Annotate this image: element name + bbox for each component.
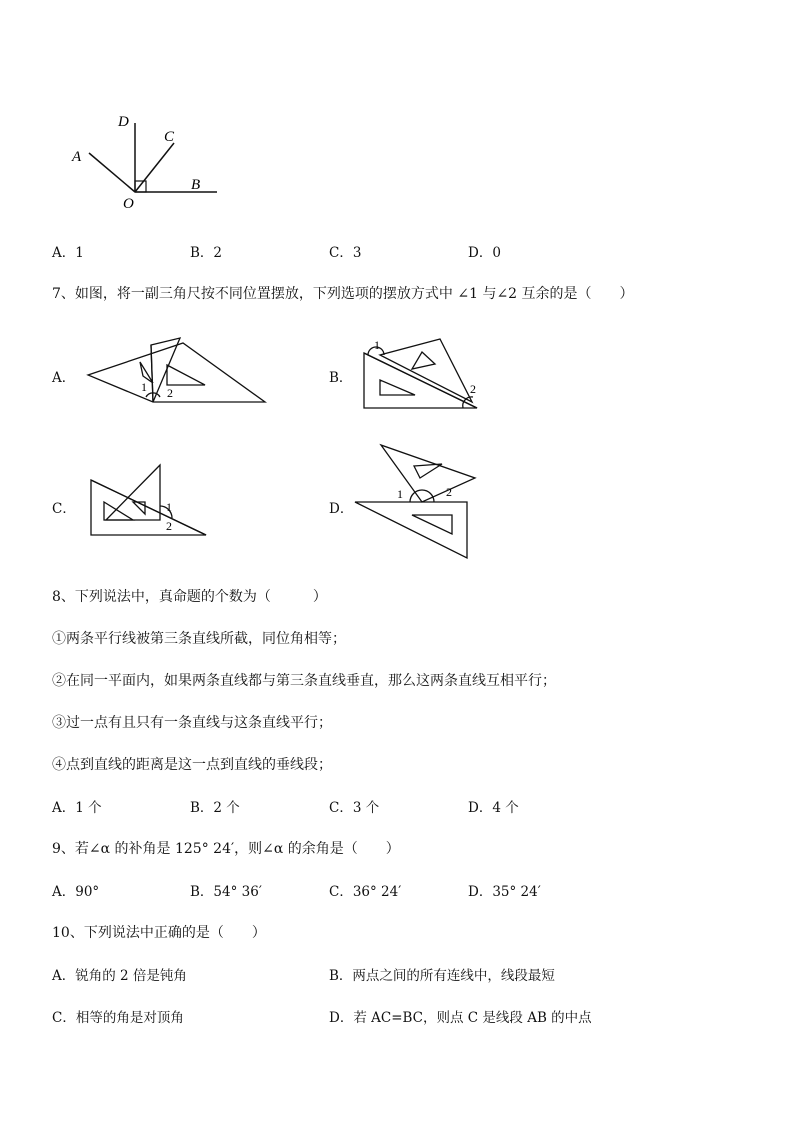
q7-figure-d <box>350 438 485 563</box>
q7a-angle-1: 1 <box>141 380 147 394</box>
q8-option-b[interactable]: B．2 个 <box>190 800 240 816</box>
q9-stem: 9、若∠α 的补角是 125° 24′，则∠α 的余角是（ ） <box>52 841 400 857</box>
q10-option-b[interactable]: B．两点之间的所有连线中，线段最短 <box>329 968 555 984</box>
label-a: A <box>72 149 82 165</box>
q7-option-c-label[interactable]: C． <box>52 501 76 517</box>
q6-option-b[interactable]: B．2 <box>190 245 223 261</box>
q10-stem: 10、下列说法中正确的是（ ） <box>52 925 266 941</box>
q7-figure-a <box>85 335 275 410</box>
q8-option-c[interactable]: C．3 个 <box>329 800 380 816</box>
q8-statement-2: ②在同一平面内，如果两条直线都与第三条直线垂直，那么这两条直线互相平行； <box>52 673 556 689</box>
q7c-angle-2: 2 <box>166 519 172 533</box>
q6-option-c[interactable]: C．3 <box>329 245 362 261</box>
q6-option-a[interactable]: A．1 <box>52 245 84 261</box>
q7-figure-b <box>360 335 485 415</box>
q9-option-b[interactable]: B．54° 36′ <box>190 884 262 900</box>
q9-option-c[interactable]: C．36° 24′ <box>329 884 402 900</box>
angle-figure-q6 <box>60 105 230 215</box>
q8-option-d[interactable]: D．4 个 <box>468 800 519 816</box>
q7d-angle-1: 1 <box>397 487 403 501</box>
q8-option-a[interactable]: A．1 个 <box>52 800 102 816</box>
q7b-angle-2: 2 <box>470 382 476 396</box>
label-c: C <box>164 129 175 145</box>
q10-option-a[interactable]: A．锐角的 2 倍是钝角 <box>52 968 187 984</box>
q7b-angle-1: 1 <box>374 338 380 352</box>
q7d-angle-2: 2 <box>446 485 452 499</box>
q7-option-a-label[interactable]: A． <box>52 370 76 386</box>
q7a-angle-2: 2 <box>167 386 173 400</box>
q8-statement-1: ①两条平行线被第三条直线所截，同位角相等； <box>52 631 346 647</box>
q7c-angle-1: 1 <box>166 500 172 514</box>
q9-option-a[interactable]: A．90° <box>52 884 100 900</box>
q8-statement-4: ④点到直线的距离是这一点到直线的垂线段； <box>52 757 332 773</box>
q8-stem: 8、下列说法中，真命题的个数为（ ） <box>52 589 327 605</box>
label-d: D <box>118 114 129 130</box>
q7-stem: 7、如图，将一副三角尺按不同位置摆放，下列选项的摆放方式中 ∠1 与∠2 互余的是（ ） <box>52 286 634 302</box>
q9-option-d[interactable]: D．35° 24′ <box>468 884 541 900</box>
label-o: O <box>123 196 134 212</box>
label-b: B <box>191 177 201 193</box>
q7-option-b-label[interactable]: B． <box>329 370 353 386</box>
q6-option-d[interactable]: D．0 <box>468 245 501 261</box>
q10-option-c[interactable]: C．相等的角是对顶角 <box>52 1010 184 1026</box>
q8-statement-3: ③过一点有且只有一条直线与这条直线平行； <box>52 715 332 731</box>
q7-option-d-label[interactable]: D． <box>329 501 354 517</box>
q10-option-d[interactable]: D．若 AC=BC，则点 C 是线段 AB 的中点 <box>329 1010 592 1026</box>
q7-figure-c <box>88 462 213 542</box>
